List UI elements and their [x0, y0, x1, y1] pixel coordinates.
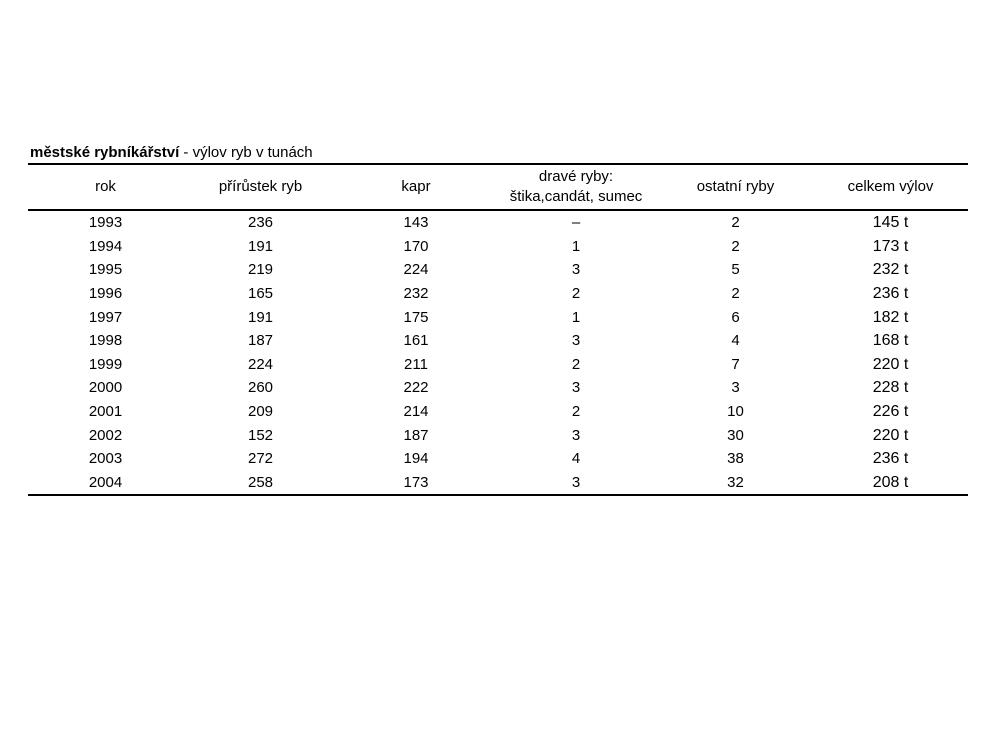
cell-ostatni: 38 — [727, 450, 744, 468]
table-row — [28, 329, 968, 353]
cell-prirustek: 224 — [247, 355, 274, 373]
cell-rok: 2004 — [28, 471, 183, 496]
cell-ostatni: 7 — [731, 355, 740, 373]
cell-prirustek: 219 — [247, 261, 274, 279]
cell-kapr: 232 — [403, 285, 429, 303]
cell-kapr: 161 — [403, 332, 429, 350]
table-title-bold: městské rybníkářství — [30, 144, 180, 161]
cell-drave: – — [571, 214, 581, 232]
cell-ostatni: 32 — [658, 471, 813, 496]
cell-celkem: 228 t — [872, 379, 909, 397]
cell-celkem: 208 t — [813, 471, 968, 496]
cell-drave: 3 — [571, 261, 581, 279]
header-kapr: kapr — [338, 164, 494, 210]
cell-drave: 3 — [571, 379, 581, 397]
cell-kapr: 187 — [403, 426, 429, 444]
cell-drave: 2 — [571, 355, 581, 373]
table-body — [28, 210, 968, 495]
cell-rok: 1998 — [88, 332, 123, 350]
cell-ostatni: 2 — [731, 285, 740, 303]
table-row — [28, 282, 968, 306]
cell-celkem: 220 t — [872, 426, 909, 444]
cell-prirustek: 258 — [183, 471, 338, 496]
table-header-row — [28, 164, 968, 210]
cell-drave: 3 — [571, 426, 581, 444]
table-row — [28, 376, 968, 400]
cell-kapr: 170 — [403, 237, 429, 255]
table-row — [28, 305, 968, 329]
cell-drave: 3 — [494, 471, 658, 496]
cell-celkem: 236 t — [872, 285, 909, 303]
cell-prirustek: 236 — [247, 214, 274, 232]
cell-kapr: 143 — [403, 214, 429, 232]
cell-celkem: 232 t — [872, 261, 909, 279]
table-row — [28, 210, 968, 235]
cell-ostatni: 2 — [731, 237, 740, 255]
table-title — [28, 143, 968, 163]
cell-kapr: 173 — [338, 471, 494, 496]
cell-rok: 1996 — [88, 285, 123, 303]
cell-prirustek: 191 — [247, 237, 274, 255]
cell-ostatni: 10 — [727, 403, 744, 421]
table-row — [28, 235, 968, 259]
cell-celkem: 168 t — [872, 332, 909, 350]
cell-rok: 1995 — [88, 261, 123, 279]
cell-drave: 3 — [571, 332, 581, 350]
table-row — [28, 258, 968, 282]
cell-prirustek: 209 — [247, 403, 274, 421]
table-row — [28, 353, 968, 377]
cell-drave: 2 — [571, 403, 581, 421]
cell-ostatni: 4 — [731, 332, 740, 350]
cell-rok: 2002 — [88, 426, 123, 444]
header-celkem: celkem výlov — [813, 164, 968, 210]
cell-prirustek: 165 — [247, 285, 274, 303]
cell-rok: 2001 — [88, 403, 123, 421]
header-ostatni: ostatní ryby — [658, 164, 813, 210]
table-row — [28, 400, 968, 424]
cell-celkem: 220 t — [872, 355, 909, 373]
cell-rok: 1993 — [88, 214, 123, 232]
cell-drave: 2 — [571, 285, 581, 303]
cell-prirustek: 187 — [247, 332, 274, 350]
cell-rok: 2003 — [88, 450, 123, 468]
cell-drave: 1 — [571, 237, 581, 255]
header-drave-line2: štika,candát, sumec — [509, 188, 643, 205]
cell-celkem: 173 t — [872, 237, 909, 255]
cell-prirustek: 191 — [247, 308, 274, 326]
cell-ostatni: 5 — [731, 261, 740, 279]
header-drave — [494, 164, 658, 210]
header-rok: rok — [28, 164, 183, 210]
table-row — [28, 447, 968, 471]
header-prirustek: přírůstek ryb — [183, 164, 338, 210]
header-drave-line1: dravé ryby: — [538, 168, 614, 185]
cell-drave: 1 — [571, 308, 581, 326]
cell-rok: 2000 — [88, 379, 123, 397]
cell-prirustek: 260 — [247, 379, 274, 397]
cell-celkem: 182 t — [872, 308, 909, 326]
cell-ostatni: 6 — [731, 308, 740, 326]
cell-kapr: 194 — [403, 450, 429, 468]
cell-ostatni: 30 — [727, 426, 744, 444]
fish-harvest-table — [28, 163, 968, 496]
table-row — [28, 423, 968, 447]
cell-kapr: 214 — [403, 403, 429, 421]
cell-drave: 4 — [571, 450, 581, 468]
cell-prirustek: 152 — [247, 426, 274, 444]
cell-celkem: 226 t — [872, 403, 909, 421]
cell-celkem: 145 t — [872, 214, 909, 232]
cell-kapr: 222 — [403, 379, 429, 397]
table-title-rest: - výlov ryb v tunách — [179, 144, 313, 161]
cell-rok: 1999 — [88, 355, 123, 373]
cell-ostatni: 2 — [731, 214, 740, 232]
cell-kapr: 175 — [403, 308, 429, 326]
cell-prirustek: 272 — [247, 450, 274, 468]
fish-harvest-sheet — [28, 143, 968, 496]
cell-ostatni: 3 — [731, 379, 740, 397]
cell-kapr: 224 — [403, 261, 429, 279]
cell-rok: 1994 — [88, 237, 123, 255]
cell-kapr: 211 — [404, 355, 428, 373]
cell-celkem: 236 t — [872, 450, 909, 468]
cell-rok: 1997 — [88, 308, 123, 326]
table-row — [28, 471, 968, 496]
